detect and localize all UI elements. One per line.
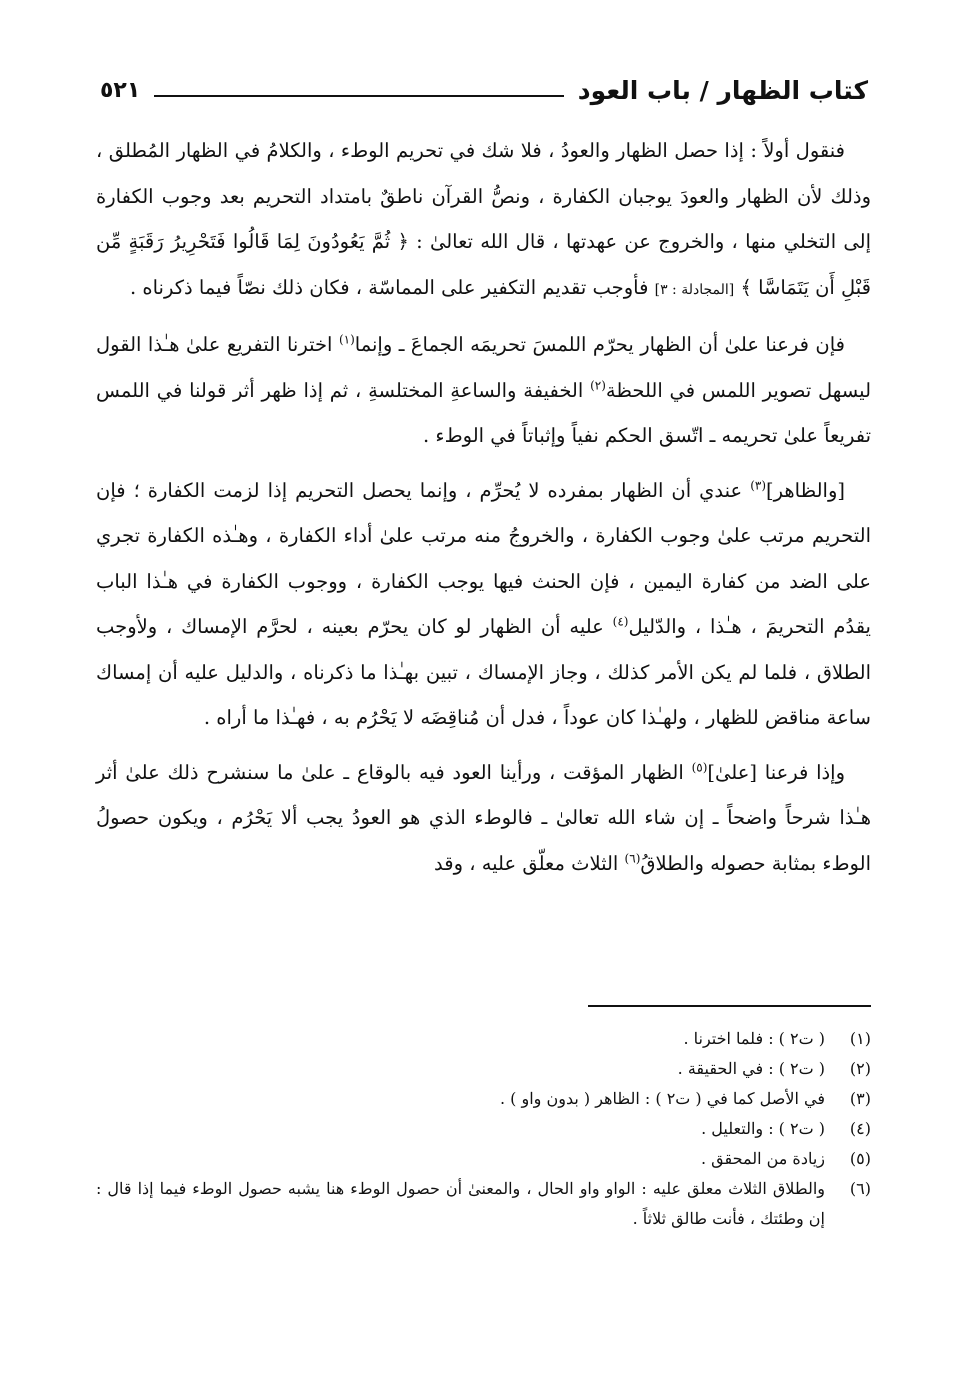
paragraph-2-text-b: اخترنا التفريع علىٰ هـٰذا القول ليسهل تصوير اللمس في اللحظة: [96, 333, 872, 402]
footnote-ref-5[interactable]: (٥): [691, 760, 708, 774]
footnote-number: (٤): [849, 1119, 871, 1138]
paragraph-4-text-a: وإذا فرعنا [علىٰ]: [707, 760, 846, 784]
footnote-text: ( ت٢ ) : في الحقيقة .: [677, 1059, 825, 1078]
running-header: [100, 70, 868, 110]
footnote-number: (٥): [849, 1149, 871, 1168]
paragraph-3: [96, 468, 871, 741]
paragraph-1: [96, 128, 871, 313]
footnote-text: ( ت٢ ) : والتعليل .: [701, 1119, 825, 1138]
paragraph-1-text: فنقول أولاً : إذا حصل الظهار والعودُ ، فلا شك في تحريم الوطء ، والكلامُ في الظهار المُطلق ، وذلك لأن الظهار والعودَ يوجبان الكفارة ، ونصُّ القرآن ناطقٌ بامتداد التحريم بعد وجوب الكفارة إلى التخلي منها ، والخروج عن عهدتها ، قال الله تعالىٰ :: [96, 139, 871, 253]
footnote-number: (٣): [849, 1089, 871, 1108]
paragraph-2-text-c: الخفيفة والساعةِ المختلسةِ ، ثم إذا ظهر أثر قولنا في اللمس تفريعاً علىٰ تحريمه ـ اتّسق الحكم نفياً وإثباتاً في الوطء .: [96, 378, 871, 447]
footnote: [96, 1084, 871, 1114]
footnotes: [96, 1024, 871, 1234]
footnote: [96, 1054, 871, 1084]
footnote-separator: [588, 1005, 871, 1007]
paragraph-2: [96, 322, 871, 459]
quran-verse: ﴿ ثُمَّ يَعُودُونَ لِمَا قَالُوا فَتَحْرِيرُ رَقَبَةٍ مِّن قَبْلِ أَن يَتَمَاسَّا ﴾: [96, 230, 871, 299]
footnote-text: والطلاق الثلاث معلق عليه : الواو واو الحال ، والمعنىٰ أن حصول الوطء هنا يشبه حصول الوطء فيما إذا قال : إن وطئتك ، فأنت طالق ثلاثاً .: [96, 1179, 826, 1228]
paragraph-1-tail: فأوجب تقديم التكفير على المماسّة ، فكان ذلك نصّاً فيما ذكرناه .: [129, 275, 649, 299]
paragraph-4-text-b: الظهار المؤقت ، ورأينا العود فيه بالوقاع ـ علىٰ ما سنشرح ذلك علىٰ أثر هـٰذا شرحاً واضحاً ـ إن شاء الله تعالىٰ ـ فالوطء الذي هو العودُ يجب ألا يَحْرُم ، ويكون حصولُ الوطء بمثابة حصوله والطلاقُ: [96, 760, 871, 875]
footnote-ref-4[interactable]: (٤): [612, 614, 629, 629]
paragraph-3-text-c: عليه أن الظهار لو كان يحرّم بعينه ، لحرَّم الإمساك ، ولأوجب الطلاق ، فلما لم يكن الأمر كذلك ، وجاز الإمساك ، تبين بهـٰذا ما ذكرناه ، والدليل عليه أن إمساك ساعة مناقض للظهار ، ولهـٰذا كان عوداً ، فدل أن مُناقِضَه لا يَحْرُم به ، فهـٰذا ما أراه .: [96, 615, 871, 729]
paragraph-3-text-b: عندي أن الظهار بمفرده لا يُحرِّم ، وإنما يحصل التحريم إذا لزمت الكفارة ؛ فإن التحريم مرتب علىٰ وجوب الكفارة ، والخروجُ منه مرتب علىٰ أداء الكفارة ، وهـٰذه الكفارة تجري على الضد من كفارة اليمين ، فإن الحنث فيها يوجب الكفارة ، ووجوب الكفارة في هـٰذا الباب يقدُم التحريمَ ، هـٰذا ، والدّليل: [96, 478, 871, 638]
footnote-ref-1[interactable]: (١): [338, 332, 355, 347]
footnote-number: (٢): [849, 1059, 871, 1078]
footnote: [96, 1144, 871, 1174]
chapter-title: كتاب الظهار / باب العود: [577, 75, 868, 105]
footnote-ref-3[interactable]: (٣): [750, 478, 767, 492]
footnote-ref-2[interactable]: (٢): [590, 378, 606, 392]
footnote: [96, 1024, 871, 1054]
paragraph-4: [96, 750, 871, 887]
footnote-text: ( ت٢ ) : فلما اخترنا .: [683, 1029, 825, 1048]
footnote: [96, 1174, 871, 1234]
footnote: [96, 1114, 871, 1144]
paragraph-3-text-a: [والظاهر]: [766, 478, 845, 502]
footnote-ref-6[interactable]: (٦): [624, 851, 641, 865]
page-number: ٥٢١: [100, 77, 141, 103]
footnote-text: في الأصل كما في ( ت٢ ) : الظاهر ( بدون واو ) .: [499, 1089, 825, 1108]
header-rule: [154, 95, 563, 97]
footnote-number: (١): [849, 1029, 871, 1048]
paragraph-2-text-a: فإن فرعنا علىٰ أن الظهار يحرّم اللمسَ تحريمَه الجماعَ ـ وإنما: [354, 333, 845, 356]
main-text: [96, 128, 871, 895]
verse-citation: [المجادلة : ٣]: [654, 281, 735, 298]
footnote-text: زيادة من المحقق .: [701, 1149, 825, 1168]
footnote-number: (٦): [849, 1179, 871, 1198]
paragraph-4-text-c: الثلاث معلّق عليه ، وقد: [434, 851, 619, 875]
